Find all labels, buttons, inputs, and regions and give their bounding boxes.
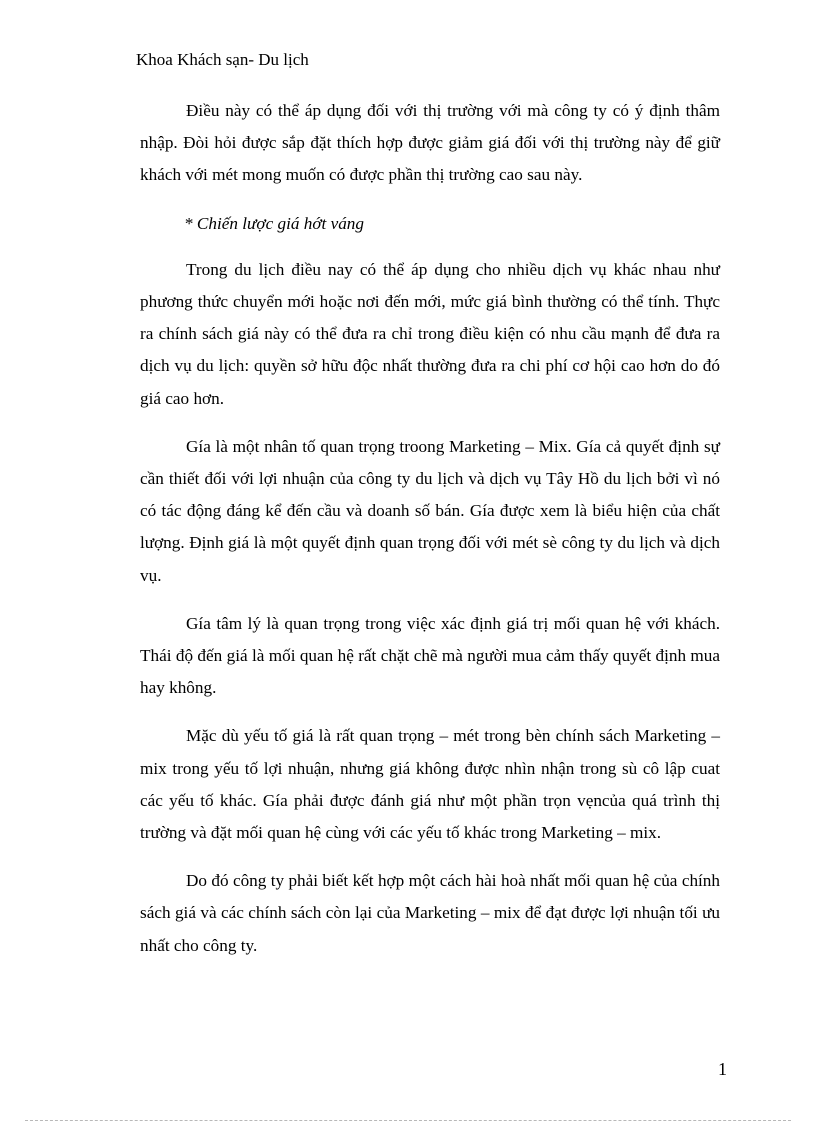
paragraph-6: Do đó công ty phải biết kết hợp một cách hài hoà nhất mối quan hệ của chính sách giá và các chính sách còn lại của Marketing – mix để đạt được lợi nhuận tối ưu nhất cho công ty.	[140, 871, 720, 955]
page-bottom-divider	[25, 1120, 791, 1121]
page-header: Khoa Khách sạn- Du lịch	[136, 50, 309, 69]
document-body	[140, 95, 720, 978]
page-number: 1	[718, 1059, 727, 1079]
section-heading	[140, 208, 720, 240]
paragraph-1: Điều này có thể áp dụng đối với thị trường với mà công ty có ý định thâm nhập. Đòi hỏi được sắp đặt thích hợp được giảm giá đối với thị trường này để giữ khách với mét mong muốn có được phần thị trường cao sau này.	[140, 101, 720, 185]
paragraph-2: Trong du lịch điều nay có thể áp dụng cho nhiều dịch vụ khác nhau như phương thức chuyển mới hoặc nơi đến mới, mức giá bình thường có thể tính. Thực ra chính sách giá này có thể đưa ra chỉ trong điều kiện có nhu cầu mạnh để đưa ra dịch vụ du lịch: quyền sở hữu độc nhất thường đưa ra chi phí cơ hội cao hơn do đó giá cao hơn.	[140, 259, 720, 408]
section-heading-text: * Chiến lược giá hớt váng	[184, 213, 364, 233]
paragraph-3: Gía là một nhân tố quan trọng troong Marketing – Mix. Gía cả quyết định sự cần thiết đối với lợi nhuận của công ty du lịch và dịch vụ Tây Hồ du lịch bởi vì nó có tác động đáng kể đến cầu và doanh số bán. Gía được xem là biểu hiện của chất lượng. Định giá là một quyết định quan trọng đối với mét sè công ty du lịch và dịch vụ.	[140, 436, 720, 585]
paragraph-5: Mặc dù yếu tố giá là rất quan trọng – mét trong bèn chính sách Marketing – mix trong yếu tố lợi nhuận, nhưng giá không được nhìn nhận trong sù cô lập cuat các yếu tố khác. Gía phải được đánh giá như một phần trọn vẹncủa quá trình thị trường và đặt mối quan hệ cùng với các yếu tố khác trong Marketing – mix.	[140, 726, 720, 843]
paragraph-4: Gía tâm lý là quan trọng trong việc xác định giá trị mối quan hệ với khách. Thái độ đến giá là mối quan hệ rất chặt chẽ mà người mua cảm thấy quyết định mua hay không.	[140, 613, 720, 698]
